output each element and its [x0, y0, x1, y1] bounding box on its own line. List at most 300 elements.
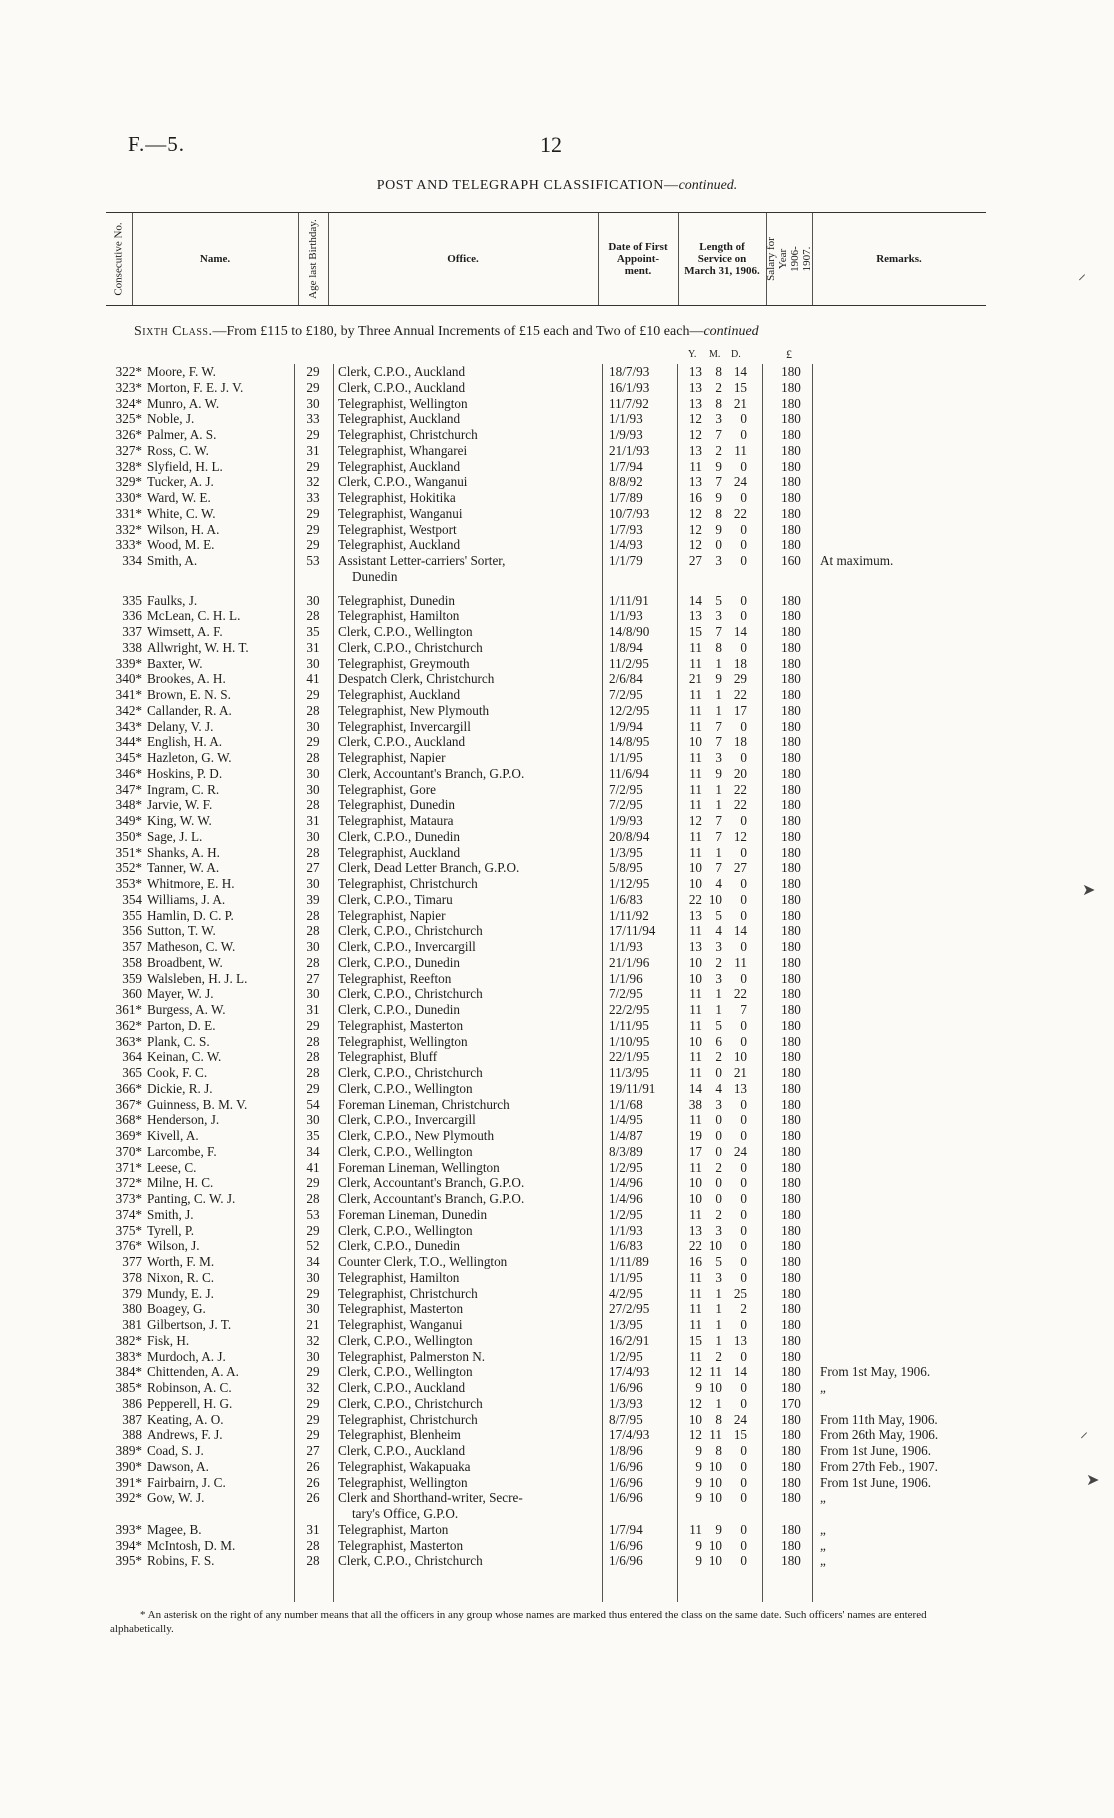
table-row — [0, 1301, 1114, 1317]
row-office: Telegraphist, Marton — [338, 1522, 449, 1537]
row-name: Munro, A. W. — [147, 396, 220, 411]
row-number: 332* — [115, 522, 142, 537]
unit-years: Y. — [688, 349, 697, 360]
row-days: 0 — [740, 1553, 747, 1568]
row-number: 355 — [122, 908, 142, 923]
row-months: 7 — [715, 829, 722, 844]
class-heading — [134, 324, 759, 340]
row-number: 336 — [122, 608, 142, 623]
row-years: 13 — [688, 380, 702, 395]
row-years: 10 — [688, 734, 702, 749]
row-salary: 180 — [781, 380, 801, 395]
row-months: 4 — [715, 1081, 722, 1096]
row-years: 11 — [689, 1270, 702, 1285]
row-years: 9 — [695, 1380, 702, 1395]
table-row — [0, 908, 1114, 924]
table-row — [0, 923, 1114, 939]
row-months: 7 — [715, 734, 722, 749]
row-age: 35 — [306, 1128, 320, 1143]
row-days: 0 — [740, 1097, 747, 1112]
row-date: 1/6/83 — [609, 1238, 643, 1253]
row-name: Kivell, A. — [147, 1128, 199, 1143]
row-months: 3 — [715, 608, 722, 623]
table-row — [0, 474, 1114, 490]
row-remarks: „ — [820, 1553, 826, 1568]
row-salary: 180 — [781, 1002, 801, 1017]
table-row — [0, 396, 1114, 412]
row-months: 10 — [708, 1238, 722, 1253]
row-months: 8 — [715, 506, 722, 521]
row-years: 14 — [688, 593, 702, 608]
row-years: 16 — [688, 1254, 702, 1269]
row-salary: 180 — [781, 364, 801, 379]
row-remarks: „ — [820, 1380, 826, 1395]
row-years: 11 — [689, 1160, 702, 1175]
row-number: 325* — [115, 411, 142, 426]
row-name: Callander, R. A. — [147, 703, 232, 718]
table-row — [0, 829, 1114, 845]
row-years: 22 — [688, 892, 702, 907]
row-years: 13 — [688, 396, 702, 411]
row-date: 27/2/95 — [609, 1301, 650, 1316]
row-age: 29 — [306, 1175, 320, 1190]
row-days: 0 — [740, 1270, 747, 1285]
row-salary: 180 — [781, 1427, 801, 1442]
row-days: 22 — [733, 986, 747, 1001]
table-row — [0, 1286, 1114, 1302]
row-date: 1/7/94 — [609, 459, 643, 474]
row-name: Worth, F. M. — [147, 1254, 215, 1269]
table-row — [0, 1065, 1114, 1081]
row-salary: 180 — [781, 459, 801, 474]
row-salary: 180 — [781, 1459, 801, 1474]
row-years: 11 — [689, 1049, 702, 1064]
row-age: 26 — [306, 1459, 320, 1474]
table-row — [0, 1254, 1114, 1270]
row-date: 1/1/79 — [609, 553, 643, 568]
row-date: 1/2/95 — [609, 1160, 643, 1175]
row-name: Tyrell, P. — [147, 1223, 195, 1238]
row-number: 341* — [115, 687, 142, 702]
row-days: 0 — [740, 1034, 747, 1049]
row-months: 8 — [715, 396, 722, 411]
row-date: 7/2/95 — [609, 687, 643, 702]
row-date: 1/6/96 — [609, 1538, 643, 1553]
row-months: 8 — [715, 364, 722, 379]
row-office: Clerk, C.P.O., Auckland — [338, 1443, 466, 1458]
class-continued: continued — [703, 324, 759, 339]
row-date: 17/4/93 — [609, 1427, 650, 1442]
row-salary: 180 — [781, 908, 801, 923]
row-age: 29 — [306, 459, 320, 474]
row-salary: 180 — [781, 1065, 801, 1080]
row-days: 15 — [733, 380, 747, 395]
row-date: 1/4/95 — [609, 1112, 643, 1127]
row-office: Telegraphist, Greymouth — [338, 656, 470, 671]
row-days: 0 — [740, 490, 747, 505]
row-date: 1/3/95 — [609, 845, 643, 860]
row-date: 11/2/95 — [609, 656, 649, 671]
row-age: 30 — [306, 986, 320, 1001]
row-months: 8 — [715, 1412, 722, 1427]
row-date: 19/11/91 — [609, 1081, 656, 1096]
table-row — [0, 719, 1114, 735]
row-days: 27 — [733, 860, 747, 875]
row-age: 29 — [306, 687, 320, 702]
row-months: 1 — [715, 656, 722, 671]
row-date: 1/11/95 — [609, 1018, 649, 1033]
row-number: 329* — [115, 474, 142, 489]
row-days: 17 — [733, 703, 747, 718]
row-name: Panting, C. W. J. — [147, 1191, 236, 1206]
row-number: 365 — [122, 1065, 142, 1080]
row-age: 28 — [306, 955, 320, 970]
table-row — [0, 1317, 1114, 1333]
row-months: 3 — [715, 971, 722, 986]
row-age: 30 — [306, 656, 320, 671]
table-row-continuation — [0, 1506, 1114, 1522]
row-age: 26 — [306, 1475, 320, 1490]
row-office: Despatch Clerk, Christchurch — [338, 671, 495, 686]
row-days: 0 — [740, 427, 747, 442]
row-number: 331* — [115, 506, 142, 521]
row-name: Parton, D. E. — [147, 1018, 216, 1033]
row-days: 24 — [733, 1412, 747, 1427]
row-name: Magee, B. — [147, 1522, 202, 1537]
table-row — [0, 506, 1114, 522]
row-days: 0 — [740, 608, 747, 623]
row-name: Matheson, C. W. — [147, 939, 236, 954]
row-number: 337 — [122, 624, 142, 639]
table-row — [0, 1128, 1114, 1144]
row-years: 9 — [695, 1490, 702, 1505]
row-number: 382* — [115, 1333, 142, 1348]
table-row — [0, 608, 1114, 624]
row-days: 22 — [733, 506, 747, 521]
row-number: 389* — [115, 1443, 142, 1458]
row-months: 5 — [715, 593, 722, 608]
row-age: 52 — [306, 1238, 320, 1253]
row-days: 0 — [740, 1160, 747, 1175]
row-days: 0 — [740, 1254, 747, 1269]
row-number: 349* — [115, 813, 142, 828]
row-name: Fairbairn, J. C. — [147, 1475, 226, 1490]
row-name: Wimsett, A. F. — [147, 624, 223, 639]
row-office: Clerk, C.P.O., Wellington — [338, 1223, 473, 1238]
row-office: Clerk, C.P.O., Christchurch — [338, 1553, 483, 1568]
row-office: Clerk, C.P.O., Dunedin — [338, 829, 460, 844]
row-age: 54 — [306, 1097, 320, 1112]
row-years: 10 — [688, 1034, 702, 1049]
table-row — [0, 1443, 1114, 1459]
row-months: 3 — [715, 1223, 722, 1238]
row-date: 1/6/96 — [609, 1475, 643, 1490]
row-name: Walsleben, H. J. L. — [147, 971, 248, 986]
row-name: Mundy, E. J. — [147, 1286, 214, 1301]
row-years: 9 — [695, 1538, 702, 1553]
row-office: Telegraphist, Blenheim — [338, 1427, 461, 1442]
row-office: Telegraphist, Christchurch — [338, 1412, 478, 1427]
row-date: 1/8/96 — [609, 1443, 643, 1458]
row-age: 30 — [306, 593, 320, 608]
row-office: Clerk, Accountant's Branch, G.P.O. — [338, 766, 525, 781]
row-age: 28 — [306, 797, 320, 812]
row-months: 1 — [715, 1396, 722, 1411]
row-name: Palmer, A. S. — [147, 427, 217, 442]
row-remarks: From 1st May, 1906. — [820, 1364, 931, 1379]
row-years: 15 — [688, 624, 702, 639]
row-age: 27 — [306, 1443, 320, 1458]
row-name: Burgess, A. W. — [147, 1002, 226, 1017]
row-salary: 180 — [781, 1349, 801, 1364]
row-age: 31 — [306, 1002, 320, 1017]
row-date: 11/7/92 — [609, 396, 649, 411]
row-years: 13 — [688, 608, 702, 623]
row-name: Jarvie, W. F. — [147, 797, 213, 812]
row-years: 11 — [689, 986, 702, 1001]
row-number: 340* — [115, 671, 142, 686]
row-days: 0 — [740, 553, 747, 568]
row-date: 1/6/83 — [609, 892, 643, 907]
table-row — [0, 380, 1114, 396]
margin-tick-icon: ➤ — [1086, 1472, 1100, 1489]
row-remarks: „ — [820, 1522, 826, 1537]
row-months: 11 — [709, 1364, 722, 1379]
row-date: 22/1/95 — [609, 1049, 650, 1064]
table-row — [0, 892, 1114, 908]
row-name: Andrews, F. J. — [147, 1427, 223, 1442]
row-name: Wood, M. E. — [147, 537, 215, 552]
row-office: Clerk, C.P.O., Wellington — [338, 624, 473, 639]
row-salary: 180 — [781, 1317, 801, 1332]
row-office: Telegraphist, Dunedin — [338, 797, 455, 812]
row-months: 1 — [715, 845, 722, 860]
row-date: 11/3/95 — [609, 1065, 649, 1080]
row-salary: 180 — [781, 813, 801, 828]
row-salary: 180 — [781, 860, 801, 875]
table-row — [0, 955, 1114, 971]
row-years: 21 — [688, 671, 702, 686]
row-number: 385* — [115, 1380, 142, 1395]
row-days: 0 — [740, 908, 747, 923]
row-months: 5 — [715, 1018, 722, 1033]
row-salary: 180 — [781, 1097, 801, 1112]
row-months: 7 — [715, 427, 722, 442]
row-years: 13 — [688, 939, 702, 954]
row-number: 353* — [115, 876, 142, 891]
row-number: 342* — [115, 703, 142, 718]
row-number: 394* — [115, 1538, 142, 1553]
row-date: 1/6/96 — [609, 1490, 643, 1505]
row-date: 1/1/93 — [609, 411, 643, 426]
row-date: 5/8/95 — [609, 860, 643, 875]
row-days: 0 — [740, 719, 747, 734]
row-name: King, W. W. — [147, 813, 212, 828]
header-consecutive-no: Consecutive No. — [113, 222, 126, 296]
row-number: 322* — [115, 364, 142, 379]
row-office: Foreman Lineman, Christchurch — [338, 1097, 510, 1112]
row-salary: 180 — [781, 1412, 801, 1427]
row-days: 25 — [733, 1286, 747, 1301]
row-date: 1/10/95 — [609, 1034, 650, 1049]
row-remarks: „ — [820, 1538, 826, 1553]
row-age: 30 — [306, 766, 320, 781]
row-office: Telegraphist, Hamilton — [338, 608, 460, 623]
header-remarks: Remarks. — [876, 253, 922, 265]
row-office: Telegraphist, Wellington — [338, 1475, 468, 1490]
row-years: 13 — [688, 474, 702, 489]
row-years: 11 — [689, 719, 702, 734]
row-age: 34 — [306, 1144, 320, 1159]
row-date: 1/3/93 — [609, 1396, 643, 1411]
row-number: 347* — [115, 782, 142, 797]
row-name: Moore, F. W. — [147, 364, 216, 379]
row-years: 11 — [689, 1522, 702, 1537]
row-number: 338 — [122, 640, 142, 655]
table-row — [0, 1349, 1114, 1365]
row-office: Telegraphist, Masterton — [338, 1538, 464, 1553]
row-number: 350* — [115, 829, 142, 844]
row-salary: 180 — [781, 1475, 801, 1490]
row-years: 12 — [688, 506, 702, 521]
row-salary: 180 — [781, 624, 801, 639]
row-office: Telegraphist, Hamilton — [338, 1270, 460, 1285]
row-date: 7/2/95 — [609, 782, 643, 797]
header-salary: Salary for Year 1906-1907. — [765, 237, 813, 281]
row-office: Telegraphist, Masterton — [338, 1301, 464, 1316]
row-years: 17 — [688, 1144, 702, 1159]
row-years: 12 — [688, 411, 702, 426]
row-date: 1/9/93 — [609, 813, 643, 828]
row-office: Foreman Lineman, Dunedin — [338, 1207, 488, 1222]
row-office: Clerk, C.P.O., Timaru — [338, 892, 453, 907]
row-number: 381 — [122, 1317, 142, 1332]
row-name: McLean, C. H. L. — [147, 608, 241, 623]
row-days: 0 — [740, 813, 747, 828]
row-office: Clerk, C.P.O., Invercargill — [338, 1112, 476, 1127]
row-days: 7 — [740, 1002, 747, 1017]
row-salary: 180 — [781, 845, 801, 860]
row-office: Telegraphist, Auckland — [338, 845, 461, 860]
row-number: 327* — [115, 443, 142, 458]
row-salary: 180 — [781, 1018, 801, 1033]
table-row — [0, 845, 1114, 861]
row-days: 0 — [740, 1490, 747, 1505]
row-date: 11/6/94 — [609, 766, 649, 781]
row-name: Keinan, C. W. — [147, 1049, 222, 1064]
row-number: 356 — [122, 923, 142, 938]
row-days: 24 — [733, 1144, 747, 1159]
row-number: 395* — [115, 1553, 142, 1568]
row-months: 1 — [715, 1002, 722, 1017]
row-office: Clerk, C.P.O., Auckland — [338, 364, 466, 379]
table-row — [0, 1238, 1114, 1254]
row-days: 0 — [740, 971, 747, 986]
row-remarks: From 1st June, 1906. — [820, 1475, 931, 1490]
row-years: 19 — [688, 1128, 702, 1143]
table-row-continuation — [0, 569, 1114, 585]
row-salary: 180 — [781, 1128, 801, 1143]
row-name: Henderson, J. — [147, 1112, 220, 1127]
row-number: 343* — [115, 719, 142, 734]
row-salary: 180 — [781, 1380, 801, 1395]
row-years: 12 — [688, 427, 702, 442]
row-office: Clerk, Dead Letter Branch, G.P.O. — [338, 860, 520, 875]
row-office: Telegraphist, Masterton — [338, 1018, 464, 1033]
row-office: Clerk, C.P.O., Wellington — [338, 1333, 473, 1348]
row-years: 11 — [689, 1286, 702, 1301]
row-days: 0 — [740, 1191, 747, 1206]
row-office: Telegraphist, Auckland — [338, 411, 461, 426]
row-name: Brown, E. N. S. — [147, 687, 231, 702]
row-months: 2 — [715, 1349, 722, 1364]
row-years: 11 — [689, 750, 702, 765]
page-title — [0, 178, 1114, 194]
row-office: Telegraphist, Napier — [338, 750, 446, 765]
row-months: 11 — [709, 1427, 722, 1442]
row-months: 7 — [715, 474, 722, 489]
row-number: 370* — [115, 1144, 142, 1159]
row-years: 9 — [695, 1553, 702, 1568]
row-number: 339* — [115, 656, 142, 671]
row-name: Sutton, T. W. — [147, 923, 216, 938]
row-number: 323* — [115, 380, 142, 395]
row-days: 22 — [733, 797, 747, 812]
row-days: 0 — [740, 1396, 747, 1411]
row-office: Clerk, C.P.O., Auckland — [338, 734, 466, 749]
row-years: 11 — [689, 797, 702, 812]
row-salary: 180 — [781, 474, 801, 489]
row-months: 0 — [715, 1065, 722, 1080]
row-office: Clerk and Shorthand-writer, Secre- — [338, 1490, 523, 1505]
row-salary: 180 — [781, 1191, 801, 1206]
row-date: 1/12/95 — [609, 876, 650, 891]
row-days: 0 — [740, 750, 747, 765]
row-years: 9 — [695, 1459, 702, 1474]
row-months: 9 — [715, 522, 722, 537]
row-name: Tanner, W. A. — [147, 860, 220, 875]
row-date: 21/1/96 — [609, 955, 650, 970]
row-salary: 180 — [781, 411, 801, 426]
row-age: 29 — [306, 1286, 320, 1301]
row-name: Delany, V. J. — [147, 719, 214, 734]
row-months: 6 — [715, 1034, 722, 1049]
row-name: Hazleton, G. W. — [147, 750, 232, 765]
row-office: Clerk, C.P.O., Dunedin — [338, 1238, 460, 1253]
row-age: 28 — [306, 845, 320, 860]
row-years: 11 — [689, 459, 702, 474]
row-salary: 180 — [781, 1522, 801, 1537]
row-days: 21 — [733, 1065, 747, 1080]
row-date: 1/4/96 — [609, 1191, 643, 1206]
row-age: 33 — [306, 490, 320, 505]
row-age: 30 — [306, 396, 320, 411]
row-name: Williams, J. A. — [147, 892, 226, 907]
row-salary: 180 — [781, 1081, 801, 1096]
row-years: 38 — [688, 1097, 702, 1112]
row-number: 351* — [115, 845, 142, 860]
row-salary: 180 — [781, 1553, 801, 1568]
row-remarks: From 27th Feb., 1907. — [820, 1459, 938, 1474]
row-office: Telegraphist, Mataura — [338, 813, 454, 828]
row-office: Telegraphist, Dunedin — [338, 593, 455, 608]
row-days: 0 — [740, 1459, 747, 1474]
row-office: Clerk, C.P.O., Dunedin — [338, 1002, 460, 1017]
row-days: 18 — [733, 734, 747, 749]
row-date: 1/1/95 — [609, 750, 643, 765]
row-number: 378 — [122, 1270, 142, 1285]
header-date: Date of First Appoint-ment. — [608, 241, 668, 277]
